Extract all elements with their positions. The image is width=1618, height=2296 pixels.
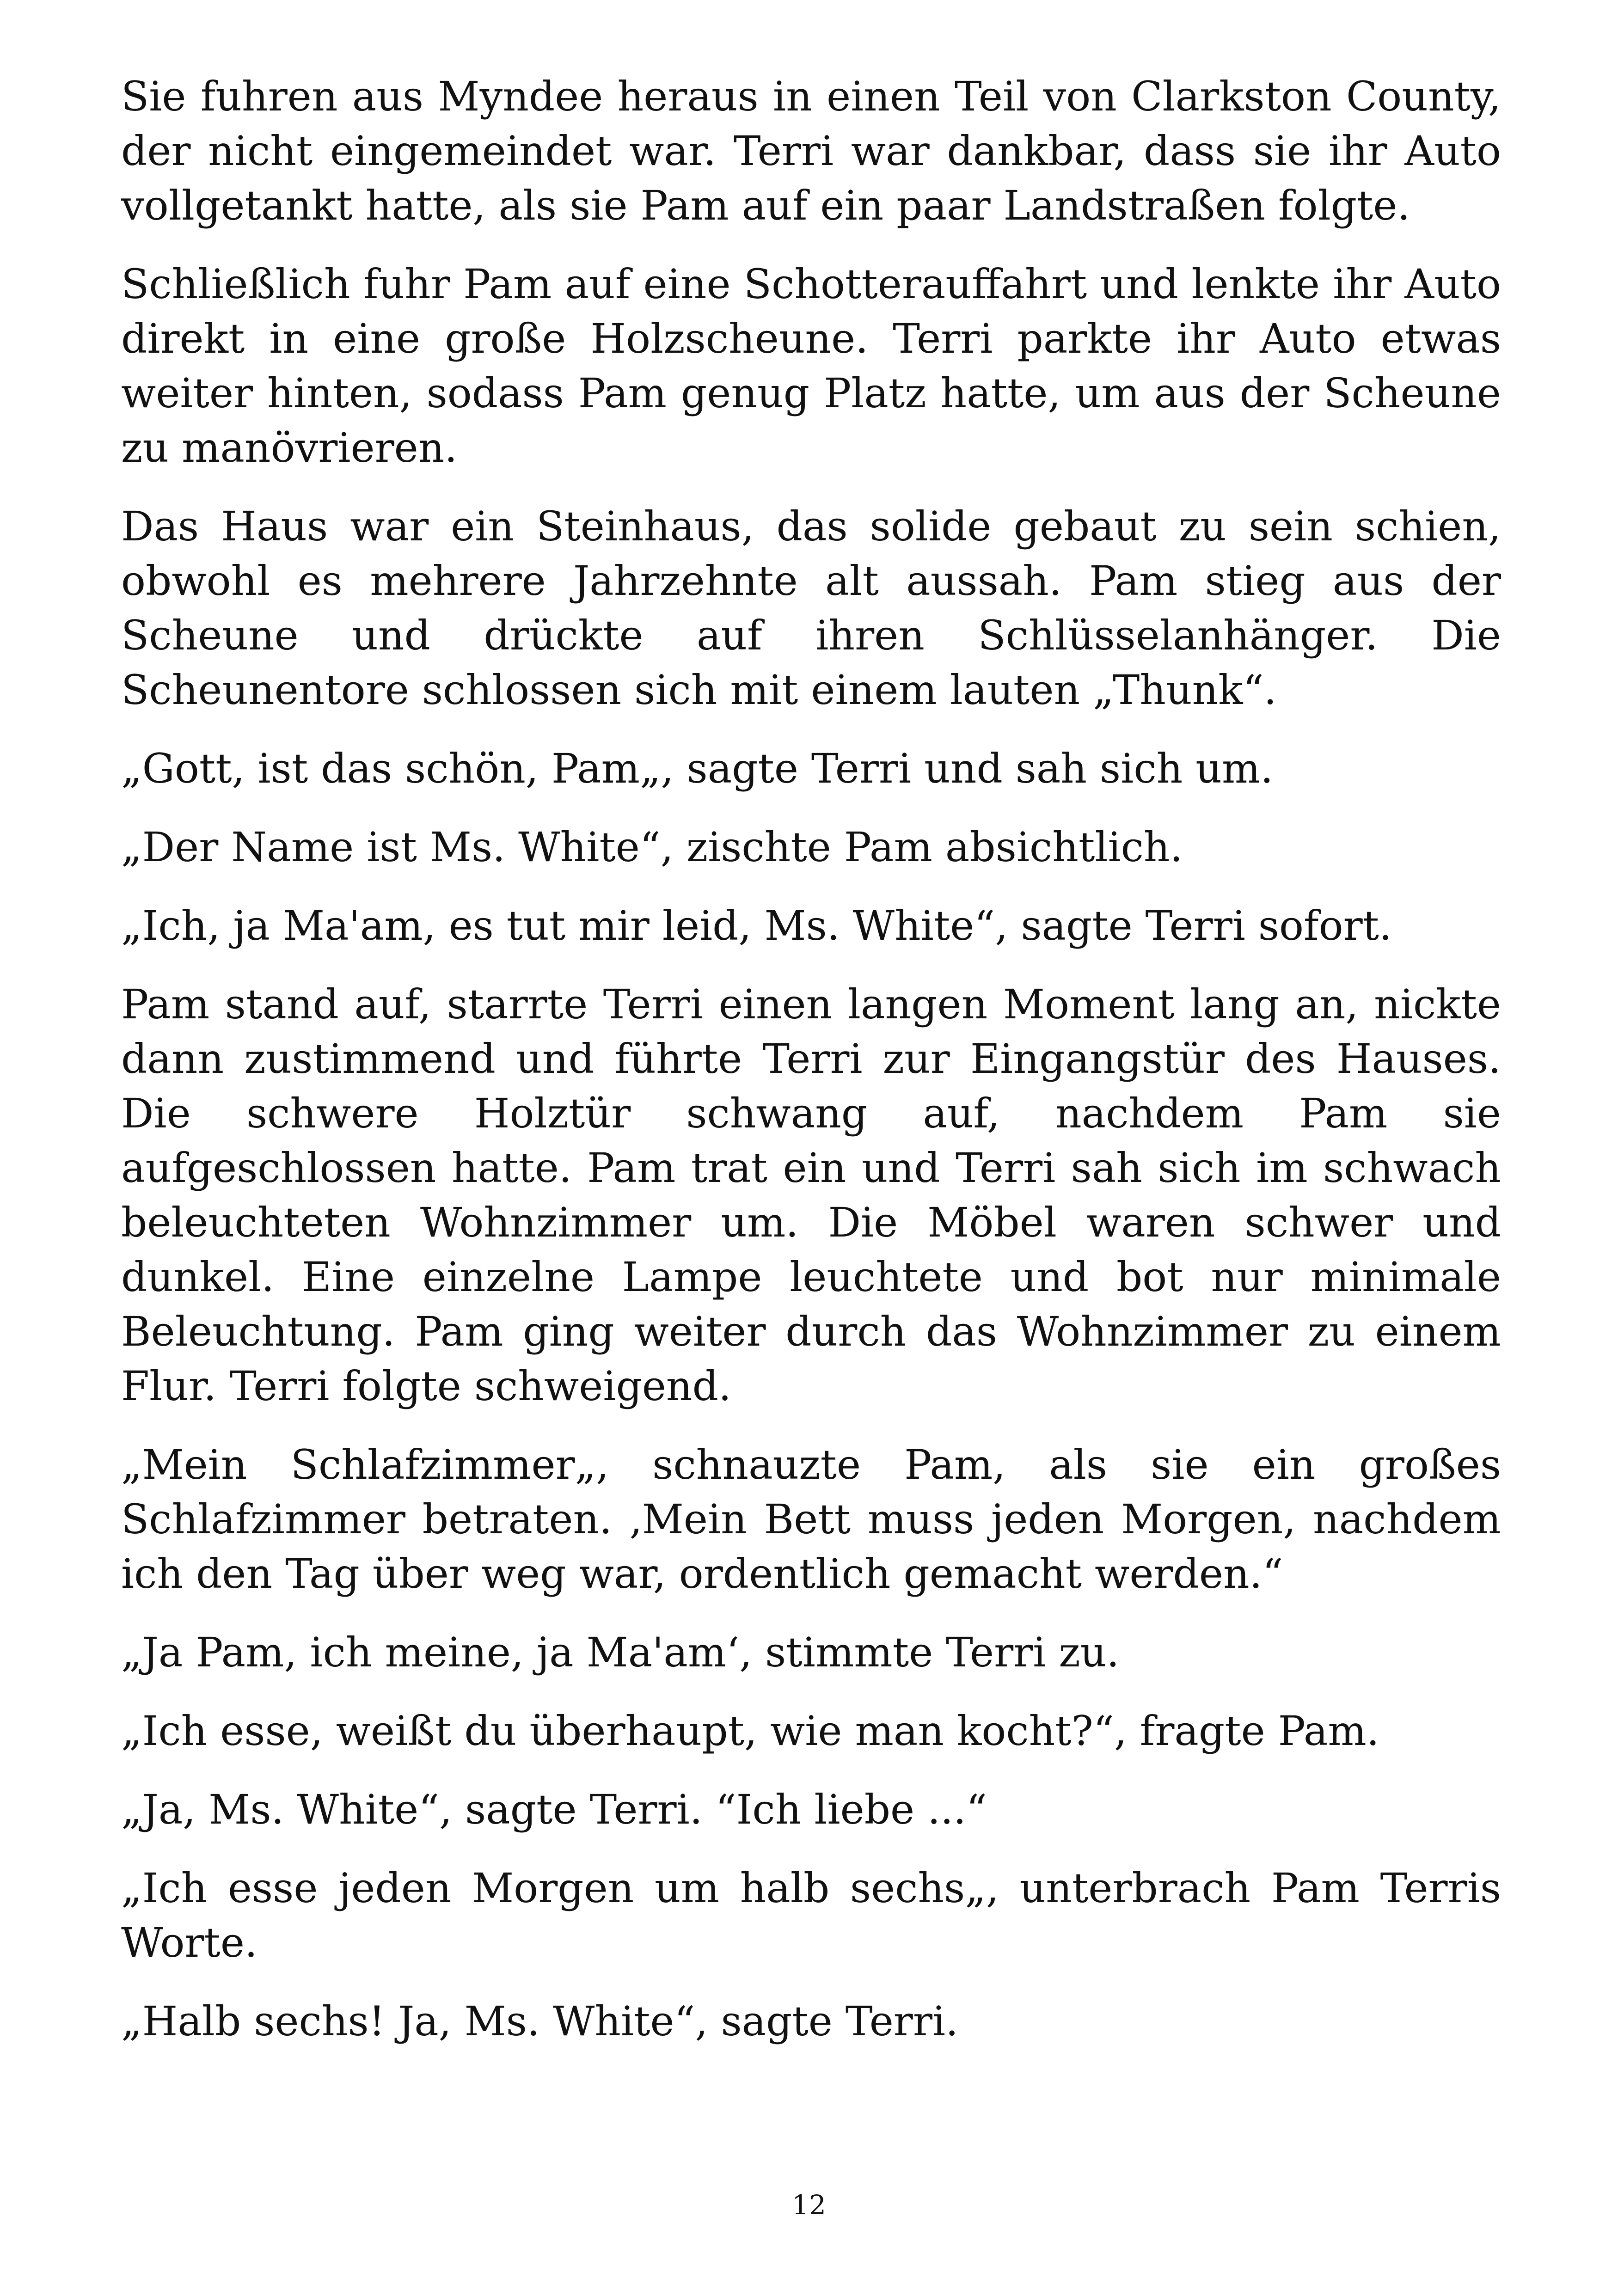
paragraph: „Gott, ist das schön, Pam„, sagte Terri und sah sich um.	[121, 745, 1274, 792]
paragraph: „Ich, ja Ma'am, es tut mir leid, Ms. White“, sagte Terri sofort.	[121, 902, 1392, 949]
paragraph: Das Haus war ein Steinhaus, das solide gebaut zu sein schien, obwohl es mehrere Jahrzehnte alt aussah. Pam stieg aus der Scheune und drückte auf ihren Schlüsselanhänger. Die Scheunentore schlossen sich mit einem lauten „Thunk“.	[121, 502, 1501, 714]
body-text	[121, 69, 1501, 2049]
paragraph: „Ich esse jeden Morgen um halb sechs„, unterbrach Pam Terris Worte.	[121, 1864, 1501, 1966]
page-number: 12	[792, 2189, 826, 2221]
paragraph: „Ja Pam, ich meine, ja Ma'am‘, stimmte Terri zu.	[121, 1629, 1120, 1676]
paragraph: „Ja, Ms. White“, sagte Terri. “Ich liebe ...“	[121, 1786, 987, 1833]
paragraph: Sie fuhren aus Myndee heraus in einen Teil von Clarkston County, der nicht eingemeindet war. Terri war dankbar, dass sie ihr Auto vollgetankt hatte, als sie Pam auf ein paar Landstraßen folgte.	[121, 73, 1501, 229]
paragraph: „Halb sechs! Ja, Ms. White“, sagte Terri.	[121, 1997, 959, 2045]
paragraph: Pam stand auf, starrte Terri einen langen Moment lang an, nickte dann zustimmend und führte Terri zur Eingangstür des Hauses. Die schwere Holztür schwang auf, nachdem Pam sie aufgeschlossen hatte. Pam trat ein und Terri sah sich im schwach beleuchteten Wohnzimmer um. Die Möbel waren schwer und dunkel. Eine einzelne Lampe leuchtete und bot nur minimale Beleuchtung. Pam ging weiter durch das Wohnzimmer zu einem Flur. Terri folgte schweigend.	[121, 980, 1501, 1410]
paragraph: „Mein Schlafzimmer„, schnauzte Pam, als sie ein großes Schlafzimmer betraten. ‚Mein Bett muss jeden Morgen, nachdem ich den Tag über weg war, ordentlich gemacht werden.“	[121, 1441, 1501, 1598]
paragraph: „Der Name ist Ms. White“, zischte Pam absichtlich.	[121, 823, 1183, 871]
paragraph: Schließlich fuhr Pam auf eine Schotterauffahrt und lenkte ihr Auto direkt in eine große Holzscheune. Terri parkte ihr Auto etwas weiter hinten, sodass Pam genug Platz hatte, um aus der Scheune zu manövrieren.	[121, 260, 1501, 471]
paragraph: „Ich esse, weißt du überhaupt, wie man kocht?“, fragte Pam.	[121, 1707, 1379, 1755]
